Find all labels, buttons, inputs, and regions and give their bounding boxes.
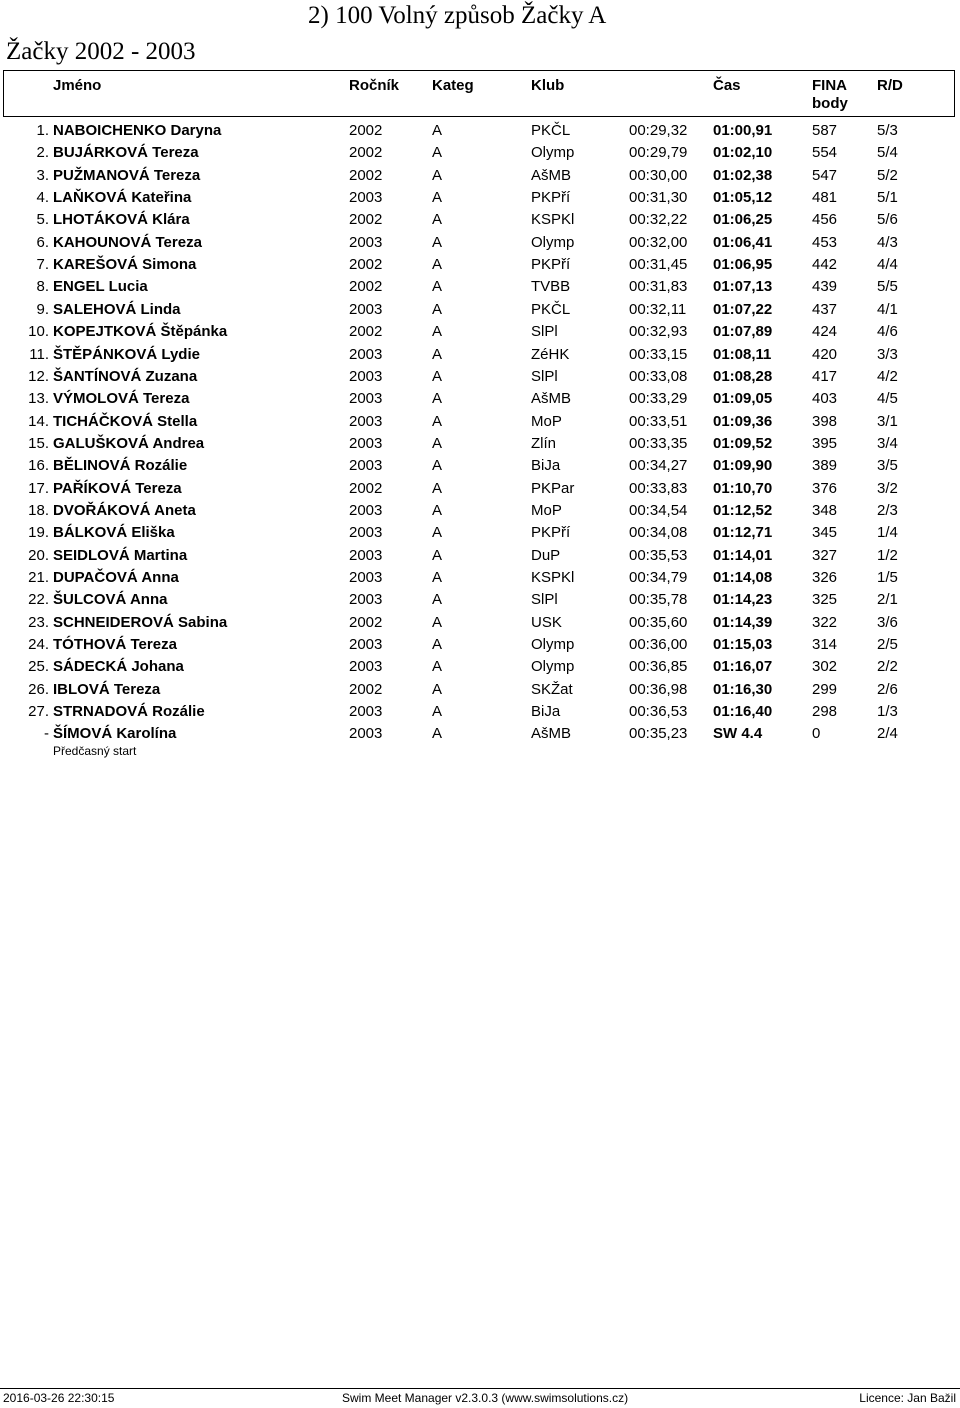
rank-cell: 25. (28, 658, 49, 676)
dsq-note: Předčasný start (53, 744, 137, 758)
fina-points-cell: 348 (812, 501, 838, 519)
table-row (0, 344, 960, 366)
rank-cell: 18. (28, 501, 49, 519)
name-cell: ŠANTÍNOVÁ Zuzana (53, 367, 198, 385)
heat-lane-cell: 5/4 (877, 144, 898, 162)
split-time-cell: 00:31,45 (629, 256, 688, 274)
fina-points-cell: 442 (812, 256, 838, 274)
final-time-cell: 01:12,71 (713, 524, 773, 542)
heat-lane-cell: 1/5 (877, 569, 898, 586)
table-row (0, 321, 960, 343)
footer-software: Swim Meet Manager v2.3.0.3 (www.swimsolutions.cz) (342, 1391, 629, 1405)
name-cell: DVOŘÁKOVÁ Aneta (53, 501, 196, 519)
final-time-cell: 01:14,23 (713, 591, 773, 609)
year-cell: 2003 (349, 345, 383, 363)
category-cell: A (432, 725, 443, 743)
club-cell: ZéHK (531, 345, 570, 363)
name-cell: STRNADOVÁ Rozálie (53, 703, 205, 721)
heat-lane-cell: 5/1 (877, 189, 898, 207)
fina-points-cell: 322 (812, 613, 838, 631)
fina-points-cell: 302 (812, 658, 838, 676)
category-cell: A (432, 524, 443, 542)
table-row (0, 656, 960, 678)
rank-cell: 24. (28, 636, 49, 654)
table-row (0, 232, 960, 254)
fina-points-cell: 0 (812, 725, 821, 743)
split-time-cell: 00:33,15 (629, 345, 688, 363)
name-cell: SCHNEIDEROVÁ Sabina (53, 613, 228, 631)
club-cell: PKPří (531, 256, 571, 274)
rank-cell: 4. (36, 189, 49, 207)
split-time-cell: 00:34,27 (629, 457, 688, 475)
club-cell: BiJa (531, 457, 561, 475)
rank-cell: 13. (28, 390, 49, 408)
year-cell: 2002 (349, 680, 383, 698)
name-cell: SÁDECKÁ Johana (53, 658, 184, 676)
name-cell: BUJÁRKOVÁ Tereza (53, 144, 199, 162)
table-row (0, 120, 960, 142)
category-cell: A (432, 680, 443, 698)
final-time-cell: 01:14,01 (713, 546, 773, 564)
split-time-cell: 00:36,98 (629, 680, 688, 698)
split-time-cell: 00:36,85 (629, 658, 688, 676)
club-cell: SlPl (531, 367, 558, 385)
club-cell: PKPří (531, 189, 571, 207)
name-cell: DUPAČOVÁ Anna (53, 569, 179, 586)
club-cell: Olymp (531, 233, 575, 251)
heat-lane-cell: 3/6 (877, 613, 898, 631)
final-time-cell: 01:02,10 (713, 144, 773, 162)
fina-points-cell: 456 (812, 211, 838, 229)
club-cell: MoP (531, 501, 562, 519)
club-cell: KSPKl (531, 211, 575, 229)
year-cell: 2002 (349, 211, 383, 229)
rank-cell: 6. (36, 233, 49, 251)
header-fina-line2: body (812, 95, 848, 112)
category-cell: A (432, 122, 443, 139)
year-cell: 2002 (349, 479, 383, 497)
name-cell: BĚLINOVÁ Rozálie (53, 457, 188, 475)
split-time-cell: 00:35,53 (629, 546, 688, 564)
split-time-cell: 00:32,93 (629, 323, 688, 341)
heat-lane-cell: 4/3 (877, 233, 898, 251)
year-cell: 2003 (349, 703, 383, 721)
split-time-cell: 00:35,78 (629, 591, 688, 609)
name-cell: LAŇKOVÁ Kateřina (53, 189, 192, 207)
name-cell: LHOTÁKOVÁ Klára (53, 211, 190, 229)
final-time-cell: 01:16,07 (713, 658, 773, 676)
final-time-cell: 01:02,38 (713, 166, 773, 184)
year-cell: 2003 (349, 524, 383, 542)
fina-points-cell: 389 (812, 457, 838, 475)
fina-points-cell: 326 (812, 569, 838, 586)
club-cell: KSPKl (531, 569, 575, 586)
year-cell: 2003 (349, 569, 383, 586)
name-cell: PAŘÍKOVÁ Tereza (53, 479, 182, 497)
split-time-cell: 00:31,30 (629, 189, 688, 207)
table-row (0, 366, 960, 388)
rank-cell: 11. (29, 345, 49, 363)
club-cell: PKPří (531, 524, 571, 542)
final-time-cell: 01:08,28 (713, 367, 773, 385)
heat-lane-cell: 2/6 (877, 680, 898, 698)
name-cell: KOPEJTKOVÁ Štěpánka (53, 323, 228, 341)
fina-points-cell: 417 (812, 367, 838, 385)
name-cell: SALEHOVÁ Linda (53, 300, 181, 318)
rank-cell: 17. (28, 479, 49, 497)
split-time-cell: 00:32,11 (629, 300, 687, 318)
year-cell: 2003 (349, 636, 383, 654)
category-cell: A (432, 569, 443, 586)
table-row (0, 433, 960, 455)
final-time-cell: 01:09,05 (713, 390, 773, 408)
fina-points-cell: 481 (812, 189, 838, 207)
table-row (0, 388, 960, 410)
category-cell: A (432, 211, 443, 229)
split-time-cell: 00:33,83 (629, 479, 688, 497)
header-club: Klub (531, 77, 565, 94)
final-time-cell: 01:09,52 (713, 434, 773, 452)
category-cell: A (432, 367, 443, 385)
rank-cell: 15. (28, 434, 49, 452)
category-title: Žačky 2002 - 2003 (6, 38, 196, 65)
rank-cell: 19. (28, 524, 49, 542)
fina-points-cell: 345 (812, 524, 838, 542)
heat-lane-cell: 2/1 (877, 591, 898, 609)
table-row (0, 723, 960, 745)
category-cell: A (432, 189, 443, 207)
heat-lane-cell: 2/3 (877, 501, 898, 519)
rank-cell: 16. (28, 457, 49, 475)
category-cell: A (432, 144, 443, 162)
heat-lane-cell: 3/4 (877, 434, 898, 452)
year-cell: 2003 (349, 457, 383, 475)
final-time-cell: 01:16,30 (713, 680, 773, 698)
table-row (0, 500, 960, 522)
fina-points-cell: 554 (812, 144, 838, 162)
rank-cell: 5. (36, 211, 49, 229)
name-cell: KAREŠOVÁ Simona (53, 256, 197, 274)
name-cell: PUŽMANOVÁ Tereza (53, 166, 201, 184)
heat-lane-cell: 2/5 (877, 636, 898, 654)
table-row (0, 701, 960, 723)
category-cell: A (432, 166, 443, 184)
heat-lane-cell: 5/3 (877, 122, 898, 139)
heat-lane-cell: 1/2 (877, 546, 898, 564)
year-cell: 2003 (349, 300, 383, 318)
table-row (0, 679, 960, 701)
club-cell: Zlín (531, 434, 557, 452)
category-cell: A (432, 501, 443, 519)
final-time-cell: 01:07,22 (713, 300, 773, 318)
split-time-cell: 00:34,08 (629, 524, 688, 542)
split-time-cell: 00:33,35 (629, 434, 688, 452)
category-cell: A (432, 412, 443, 430)
table-row (0, 187, 960, 209)
table-row (0, 455, 960, 477)
club-cell: AšMB (531, 390, 572, 408)
table-row (0, 411, 960, 433)
category-cell: A (432, 345, 443, 363)
category-cell: A (432, 703, 443, 721)
final-time-cell: 01:06,25 (713, 211, 773, 229)
year-cell: 2002 (349, 122, 383, 139)
fina-points-cell: 299 (812, 680, 838, 698)
year-cell: 2003 (349, 501, 383, 519)
fina-points-cell: 439 (812, 278, 838, 296)
name-cell: ENGEL Lucia (53, 278, 148, 296)
final-time-cell: 01:16,40 (713, 703, 773, 721)
fina-points-cell: 420 (812, 345, 838, 363)
club-cell: PKPar (531, 479, 575, 497)
final-time-cell: 01:07,13 (713, 278, 773, 296)
final-time-cell: 01:09,36 (713, 412, 773, 430)
table-row (0, 276, 960, 298)
category-cell: A (432, 591, 443, 609)
final-time-cell: 01:05,12 (713, 189, 773, 207)
heat-lane-cell: 2/4 (877, 725, 898, 743)
year-cell: 2003 (349, 725, 383, 743)
name-cell: GALUŠKOVÁ Andrea (53, 434, 205, 452)
name-cell: BÁLKOVÁ Eliška (53, 524, 175, 542)
category-cell: A (432, 479, 443, 497)
table-row (0, 567, 960, 589)
heat-lane-cell: 1/3 (877, 703, 898, 721)
final-time-cell: 01:08,11 (713, 345, 772, 363)
fina-points-cell: 298 (812, 703, 838, 721)
split-time-cell: 00:36,53 (629, 703, 688, 721)
header-name: Jméno (53, 77, 102, 94)
category-cell: A (432, 233, 443, 251)
rank-cell: 1. (36, 122, 49, 139)
table-row (0, 634, 960, 656)
split-time-cell: 00:33,51 (629, 412, 688, 430)
club-cell: MoP (531, 412, 562, 430)
heat-lane-cell: 4/6 (877, 323, 898, 341)
year-cell: 2002 (349, 256, 383, 274)
category-cell: A (432, 300, 443, 318)
rank-cell: 10. (28, 323, 49, 341)
header-time: Čas (713, 77, 741, 94)
category-cell: A (432, 636, 443, 654)
year-cell: 2002 (349, 166, 383, 184)
fina-points-cell: 424 (812, 323, 838, 341)
split-time-cell: 00:31,83 (629, 278, 688, 296)
rank-cell: 12. (28, 367, 49, 385)
category-cell: A (432, 546, 443, 564)
name-cell: SEIDLOVÁ Martina (53, 546, 188, 564)
club-cell: AšMB (531, 725, 572, 743)
year-cell: 2003 (349, 367, 383, 385)
club-cell: Olymp (531, 636, 575, 654)
year-cell: 2003 (349, 233, 383, 251)
rank-cell: 3. (36, 166, 49, 184)
rank-cell: 21. (28, 569, 49, 586)
rank-cell: 8. (36, 278, 49, 296)
category-cell: A (432, 658, 443, 676)
heat-lane-cell: 3/5 (877, 457, 898, 475)
rank-cell: 7. (36, 256, 49, 274)
year-cell: 2003 (349, 412, 383, 430)
club-cell: BiJa (531, 703, 561, 721)
club-cell: PKČL (531, 300, 571, 318)
split-time-cell: 00:36,00 (629, 636, 688, 654)
header-category: Kateg (432, 77, 474, 94)
heat-lane-cell: 4/5 (877, 390, 898, 408)
table-row (0, 478, 960, 500)
rank-cell: 9. (36, 300, 49, 318)
fina-points-cell: 314 (812, 636, 838, 654)
heat-lane-cell: 3/2 (877, 479, 898, 497)
final-time-cell: 01:07,89 (713, 323, 773, 341)
name-cell: VÝMOLOVÁ Tereza (53, 390, 190, 408)
category-cell: A (432, 390, 443, 408)
heat-lane-cell: 4/2 (877, 367, 898, 385)
club-cell: SlPl (531, 323, 558, 341)
name-cell: KAHOUNOVÁ Tereza (53, 233, 202, 251)
year-cell: 2002 (349, 323, 383, 341)
year-cell: 2002 (349, 613, 383, 631)
name-cell: NABOICHENKO Daryna (53, 122, 222, 139)
final-time-cell: 01:12,52 (713, 501, 773, 519)
split-time-cell: 00:33,29 (629, 390, 688, 408)
event-title: 2) 100 Volný způsob Žačky A (308, 2, 607, 29)
final-time-cell: 01:09,90 (713, 457, 773, 475)
split-time-cell: 00:35,23 (629, 725, 688, 743)
split-time-cell: 00:33,08 (629, 367, 688, 385)
rank-cell: - (44, 725, 49, 743)
heat-lane-cell: 5/5 (877, 278, 898, 296)
header-rd: R/D (877, 77, 903, 94)
table-row (0, 612, 960, 634)
category-cell: A (432, 613, 443, 631)
name-cell: TÓTHOVÁ Tereza (53, 636, 177, 654)
header-fina-line1: FINA (812, 77, 847, 94)
heat-lane-cell: 4/4 (877, 256, 898, 274)
club-cell: PKČL (531, 122, 571, 139)
fina-points-cell: 587 (812, 122, 838, 139)
rank-cell: 23. (28, 613, 49, 631)
table-row (0, 254, 960, 276)
rank-cell: 27. (28, 703, 49, 721)
final-time-cell: 01:10,70 (713, 479, 773, 497)
year-cell: 2003 (349, 591, 383, 609)
rank-cell: 26. (28, 680, 49, 698)
year-cell: 2003 (349, 546, 383, 564)
table-row (0, 142, 960, 164)
footer-datetime: 2016-03-26 22:30:15 (3, 1391, 115, 1405)
heat-lane-cell: 3/1 (877, 412, 898, 430)
category-cell: A (432, 256, 443, 274)
rank-cell: 2. (36, 144, 49, 162)
category-cell: A (432, 323, 443, 341)
heat-lane-cell: 1/4 (877, 524, 898, 542)
final-time-cell: 01:14,39 (713, 613, 773, 631)
final-time-cell: 01:00,91 (713, 122, 773, 139)
year-cell: 2003 (349, 658, 383, 676)
year-cell: 2003 (349, 434, 383, 452)
table-row (0, 545, 960, 567)
split-time-cell: 00:35,60 (629, 613, 688, 631)
club-cell: USK (531, 613, 562, 631)
fina-points-cell: 547 (812, 166, 838, 184)
category-cell: A (432, 434, 443, 452)
name-cell: IBLOVÁ Tereza (53, 680, 161, 698)
final-time-cell: 01:15,03 (713, 636, 773, 654)
year-cell: 2003 (349, 390, 383, 408)
rank-cell: 14. (28, 412, 49, 430)
rank-cell: 22. (28, 591, 49, 609)
heat-lane-cell: 5/2 (877, 166, 898, 184)
name-cell: ŠÍMOVÁ Karolína (53, 725, 177, 743)
club-cell: TVBB (531, 278, 571, 296)
fina-points-cell: 376 (812, 479, 838, 497)
rank-cell: 20. (28, 546, 49, 564)
heat-lane-cell: 5/6 (877, 211, 898, 229)
table-row (0, 589, 960, 611)
table-row (0, 165, 960, 187)
club-cell: Olymp (531, 658, 575, 676)
heat-lane-cell: 2/2 (877, 658, 898, 676)
fina-points-cell: 325 (812, 591, 838, 609)
split-time-cell: 00:32,22 (629, 211, 688, 229)
club-cell: DuP (531, 546, 561, 564)
year-cell: 2003 (349, 189, 383, 207)
split-time-cell: 00:30,00 (629, 166, 688, 184)
fina-points-cell: 453 (812, 233, 838, 251)
split-time-cell: 00:34,79 (629, 569, 688, 586)
fina-points-cell: 398 (812, 412, 838, 430)
name-cell: TICHÁČKOVÁ Stella (53, 412, 198, 430)
heat-lane-cell: 4/1 (877, 300, 898, 318)
table-row (0, 522, 960, 544)
final-time-cell: 01:14,08 (713, 569, 773, 586)
club-cell: Olymp (531, 144, 575, 162)
club-cell: SKŽat (531, 680, 573, 698)
category-cell: A (432, 278, 443, 296)
category-cell: A (432, 457, 443, 475)
footer-licence: Licence: Jan Bažil (859, 1391, 956, 1405)
fina-points-cell: 327 (812, 546, 838, 564)
name-cell: ŠULCOVÁ Anna (53, 591, 168, 609)
final-time-cell: 01:06,41 (713, 233, 773, 251)
final-time-cell: 01:06,95 (713, 256, 773, 274)
heat-lane-cell: 3/3 (877, 345, 898, 363)
split-time-cell: 00:32,00 (629, 233, 688, 251)
fina-points-cell: 395 (812, 434, 838, 452)
name-cell: ŠTĚPÁNKOVÁ Lydie (53, 345, 200, 363)
club-cell: SlPl (531, 591, 558, 609)
table-row (0, 209, 960, 231)
footer-rule (0, 1388, 960, 1389)
year-cell: 2002 (349, 278, 383, 296)
year-cell: 2002 (349, 144, 383, 162)
split-time-cell: 00:34,54 (629, 501, 688, 519)
table-row (0, 299, 960, 321)
split-time-cell: 00:29,79 (629, 144, 688, 162)
final-time-cell: SW 4.4 (713, 725, 763, 743)
fina-points-cell: 403 (812, 390, 838, 408)
club-cell: AšMB (531, 166, 572, 184)
split-time-cell: 00:29,32 (629, 122, 688, 139)
fina-points-cell: 437 (812, 300, 838, 318)
header-year: Ročník (349, 77, 400, 94)
